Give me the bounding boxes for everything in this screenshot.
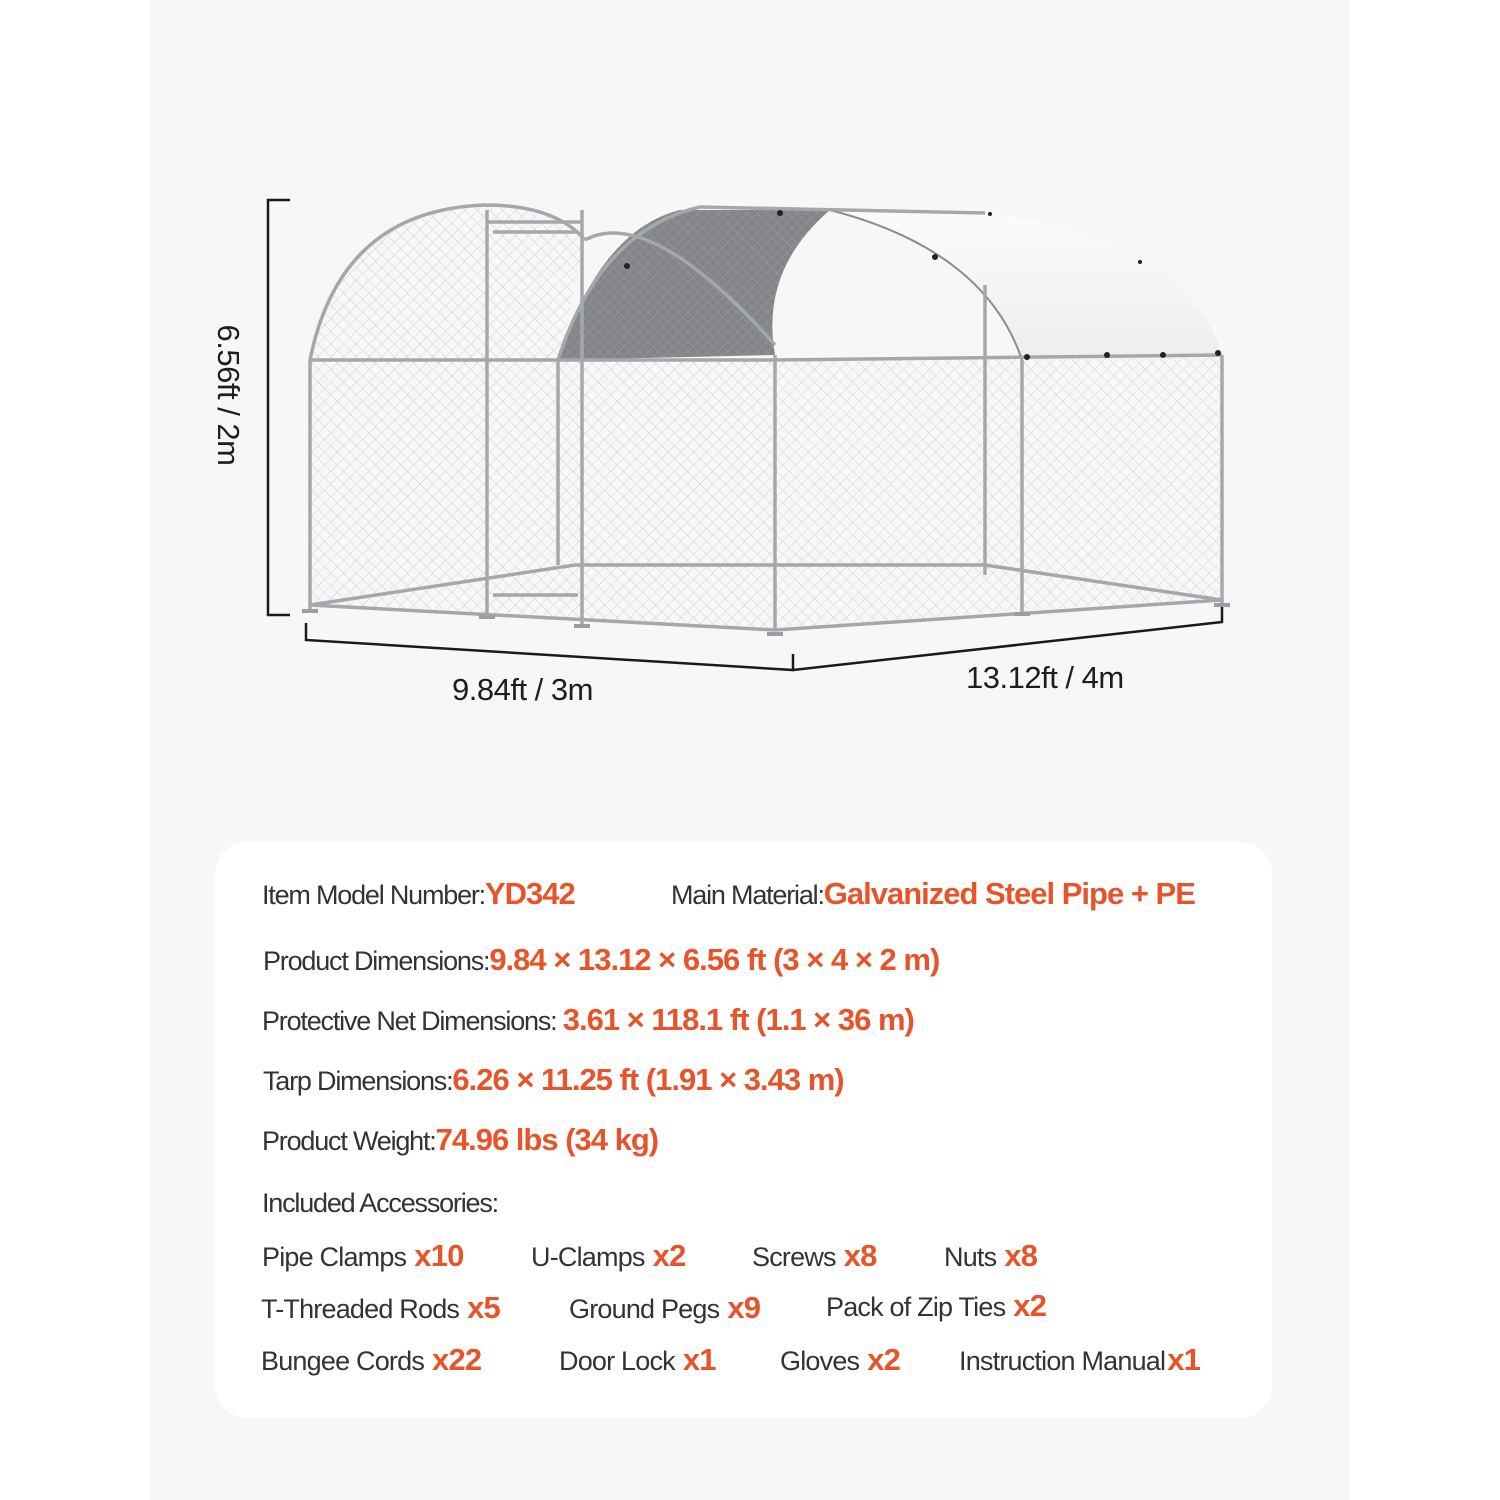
accessory-item: Instruction Manual x1: [959, 1342, 1201, 1377]
accessory-item: T-Threaded Rods x5: [261, 1290, 500, 1325]
spec-label: Protective Net Dimensions:: [262, 1006, 563, 1036]
accessory-item: Gloves x2: [780, 1342, 901, 1377]
accessory-item: Nuts x8: [944, 1238, 1038, 1273]
accessories-heading: Included Accessories:: [262, 1188, 498, 1218]
accessory-item: Door Lock x1: [559, 1342, 716, 1377]
spec-value: YD342: [484, 876, 575, 911]
spec-tarp-dimensions: [263, 1062, 844, 1098]
accessory-item: Bungee Cords x22: [261, 1342, 482, 1377]
spec-label: Product Dimensions:: [263, 946, 490, 976]
spec-net-dimensions: [262, 1002, 914, 1038]
accessory-item: Ground Pegs x9: [569, 1290, 761, 1325]
height-dimension-label: 6.56ft / 2m: [211, 324, 246, 466]
width-dimension-label: 9.84ft / 3m: [452, 672, 593, 707]
accessory-item: Screws x8: [752, 1238, 877, 1273]
accessory-item: Pipe Clamps x10: [262, 1238, 464, 1273]
spec-model-number: [262, 876, 575, 912]
spec-value: 6.26 × 11.25 ft (1.91 × 3.43 m): [452, 1062, 844, 1097]
spec-label: Tarp Dimensions:: [263, 1066, 453, 1096]
accessory-item: U-Clamps x2: [531, 1238, 686, 1273]
spec-value: 74.96 lbs (34 kg): [435, 1122, 659, 1157]
spec-product-dimensions: [263, 942, 939, 978]
specifications-card: [215, 842, 1272, 1418]
spec-value: 3.61 × 118.1 ft (1.1 × 36 m): [562, 1002, 914, 1037]
spec-label: Item Model Number:: [262, 880, 485, 910]
depth-dimension-label: 13.12ft / 4m: [966, 660, 1124, 695]
spec-value: 9.84 × 13.12 × 6.56 ft (3 × 4 × 2 m): [489, 942, 940, 977]
spec-main-material: [671, 876, 1195, 912]
height-dimension-line: [268, 200, 290, 615]
spec-product-weight: [262, 1122, 658, 1158]
spec-label: Product Weight:: [262, 1126, 436, 1156]
spec-label: Main Material:: [671, 880, 824, 910]
accessory-item: Pack of Zip Ties x2: [826, 1288, 1047, 1323]
spec-value: Galvanized Steel Pipe + PE: [823, 876, 1195, 911]
